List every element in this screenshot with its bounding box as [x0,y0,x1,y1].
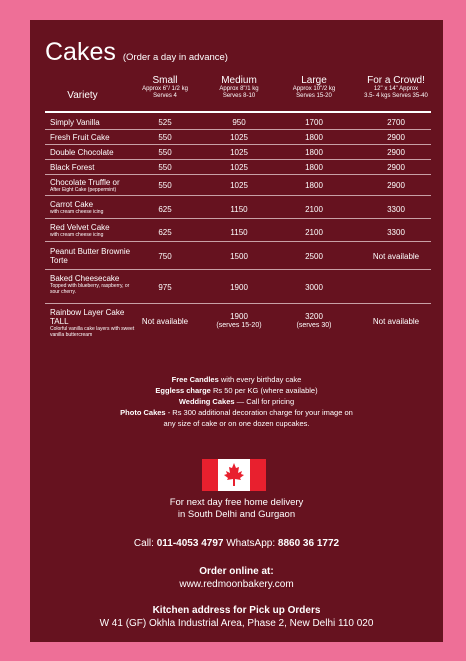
kitchen-address: W 41 (GF) Okhla Industrial Area, Phase 2, New Delhi 110 020 [99,618,374,629]
row-divider [45,159,431,160]
header-large-sub1: Approx 10"/2 kg [292,86,336,92]
header-large-name: Large [301,75,327,86]
note-photo-text: - Rs 300 additional decoration charge for your image on [165,408,353,417]
kitchen-info [30,604,443,630]
row-medium-price: 1500 [230,252,248,261]
note-wedding [30,396,443,407]
row-crowd-price: 2700 [387,118,405,127]
phone-number: 011-4053 4797 [156,538,224,549]
row-divider [45,195,431,196]
header-crowd-name: For a Crowd! [367,75,425,86]
note-eggless-text: Rs 50 per KG (where available) [210,386,318,395]
flag-right-bar [250,459,266,491]
row-variety-desc: Colorful vanilla cake layers with sweet vanilla buttercream [50,326,135,338]
title-row [45,38,228,67]
note-eggless [30,385,443,396]
note-photo-2: any size of cake or on one dozen cupcakes. [163,419,310,428]
note-wedding-label: Wedding Cakes [178,397,235,406]
row-large-price: 1800 [305,181,323,190]
row-large-price: 1700 [305,118,323,127]
header-crowd-sub1: 12" x 14" Approx [373,86,419,92]
header-crowd [355,76,437,100]
header-small [134,76,196,100]
delivery-line-2: in South Delhi and Gurgaon [177,509,296,520]
row-large-price: 1800 [305,148,323,157]
delivery-line-1: For next day free home delivery [169,497,304,508]
row-crowd-price: 2900 [387,181,405,190]
row-divider [45,218,431,219]
row-variety-desc: Topped with blueberry, raspberry, or sour cherry. [50,283,130,295]
row-large-price [283,312,345,330]
row-divider [45,269,431,270]
note-photo-label: Photo Cakes [120,408,166,417]
header-small-sub1: Approx 6"/ 1/2 kg [142,86,188,92]
row-medium-price: 1900 [230,283,248,292]
flag-left-bar [202,459,218,491]
row-variety-name: Carrot Cake [50,200,94,209]
header-divider [45,111,431,113]
whatsapp-number: 8860 36 1772 [277,538,340,549]
row-crowd-price: 2900 [387,133,405,142]
note-wedding-text: — Call for pricing [234,397,295,406]
row-variety-name: Simply Vanilla [50,118,100,127]
row-variety-name: Red Velvet Cake [50,223,110,232]
table-header [30,76,443,112]
row-variety [50,247,135,265]
row-large-price: 3000 [305,283,323,292]
row-divider [45,129,431,130]
row-large-note: (serves 30) [296,322,332,329]
row-variety-name: Peanut Butter Brownie Torte [50,247,131,265]
order-online-label: Order online at: [199,566,274,577]
note-candles [30,374,443,385]
row-small-price: 625 [158,205,172,214]
row-small-price: 550 [158,181,172,190]
row-variety [50,274,130,295]
row-crowd-price: 2900 [387,163,405,172]
header-small-sub2: Serves 4 [153,93,177,99]
header-crowd-sub2: 3.5- 4 kgs Serves 35-40 [364,93,428,99]
header-large [283,76,345,100]
row-small-price: 525 [158,118,172,127]
note-eggless-label: Eggless charge [155,386,211,395]
notes-block [30,374,443,429]
website-link[interactable]: www.redmoonbakery.com [179,579,294,590]
row-medium-price: 1150 [230,228,248,237]
row-variety-name: Rainbow Layer Cake TALL [50,308,125,326]
row-crowd-price: Not available [372,317,420,326]
row-medium-value: 1900 [230,312,248,321]
header-medium [208,76,270,100]
row-divider [45,144,431,145]
row-crowd-price: 3300 [387,205,405,214]
contact-line [30,538,443,549]
row-medium-price: 1025 [230,163,248,172]
header-medium-name: Medium [221,75,257,86]
row-divider [45,174,431,175]
row-variety-name: Black Forest [50,163,95,172]
note-candles-label: Free Candles [171,375,219,384]
row-crowd-price: Not available [372,252,420,261]
row-large-price: 1800 [305,163,323,172]
row-variety-name: Fresh Fruit Cake [50,133,110,142]
row-variety-desc: with cream cheese icing [50,232,104,238]
header-medium-sub2: Serves 8-10 [222,93,256,99]
row-medium-price: 1025 [230,148,248,157]
row-crowd-price: 3300 [387,228,405,237]
header-medium-sub1: Approx 8"/1 kg [219,86,259,92]
row-small-price: Not available [141,317,189,326]
row-variety-name: Baked Cheesecake [50,274,120,283]
row-medium-price: 1025 [230,133,248,142]
page-subtitle: (Order a day in advance) [122,52,228,63]
row-large-price: 2500 [305,252,323,261]
canada-flag-icon [202,459,266,491]
menu-card [30,20,443,642]
note-candles-text: with every birthday cake [218,375,302,384]
header-small-name: Small [152,75,178,86]
kitchen-title: Kitchen address for Pick up Orders [152,605,321,616]
row-small-price: 550 [158,163,172,172]
header-large-sub2: Serves 15-20 [296,93,332,99]
header-variety: Variety [67,90,98,101]
page-title: Cakes [45,38,116,66]
call-label: Call: [133,538,157,549]
row-large-price: 1800 [305,133,323,142]
row-large-price: 2100 [305,228,323,237]
row-divider [45,303,431,304]
whatsapp-label: WhatsApp: [223,538,278,549]
order-online [30,565,443,591]
row-medium-price [208,312,270,330]
row-large-value: 3200 [305,312,323,321]
row-crowd-price: 2900 [387,148,405,157]
row-small-price: 750 [158,252,172,261]
row-medium-price: 950 [232,118,246,127]
row-small-price: 975 [158,283,172,292]
row-variety-desc: with cream cheese icing [50,209,104,215]
row-variety-name: Chocolate Truffle or [50,178,120,187]
delivery-info [30,497,443,521]
row-variety-name: Double Chocolate [50,148,114,157]
row-medium-price: 1025 [230,181,248,190]
row-small-price: 550 [158,133,172,142]
maple-leaf-icon [218,459,250,491]
row-variety-desc: After Eight Cake (peppermint) [50,187,117,193]
row-large-price: 2100 [305,205,323,214]
note-photo [30,407,443,418]
row-medium-note: (serves 15-20) [216,322,262,329]
row-divider [45,241,431,242]
row-small-price: 550 [158,148,172,157]
row-small-price: 625 [158,228,172,237]
row-variety [50,308,138,338]
row-medium-price: 1150 [230,205,248,214]
